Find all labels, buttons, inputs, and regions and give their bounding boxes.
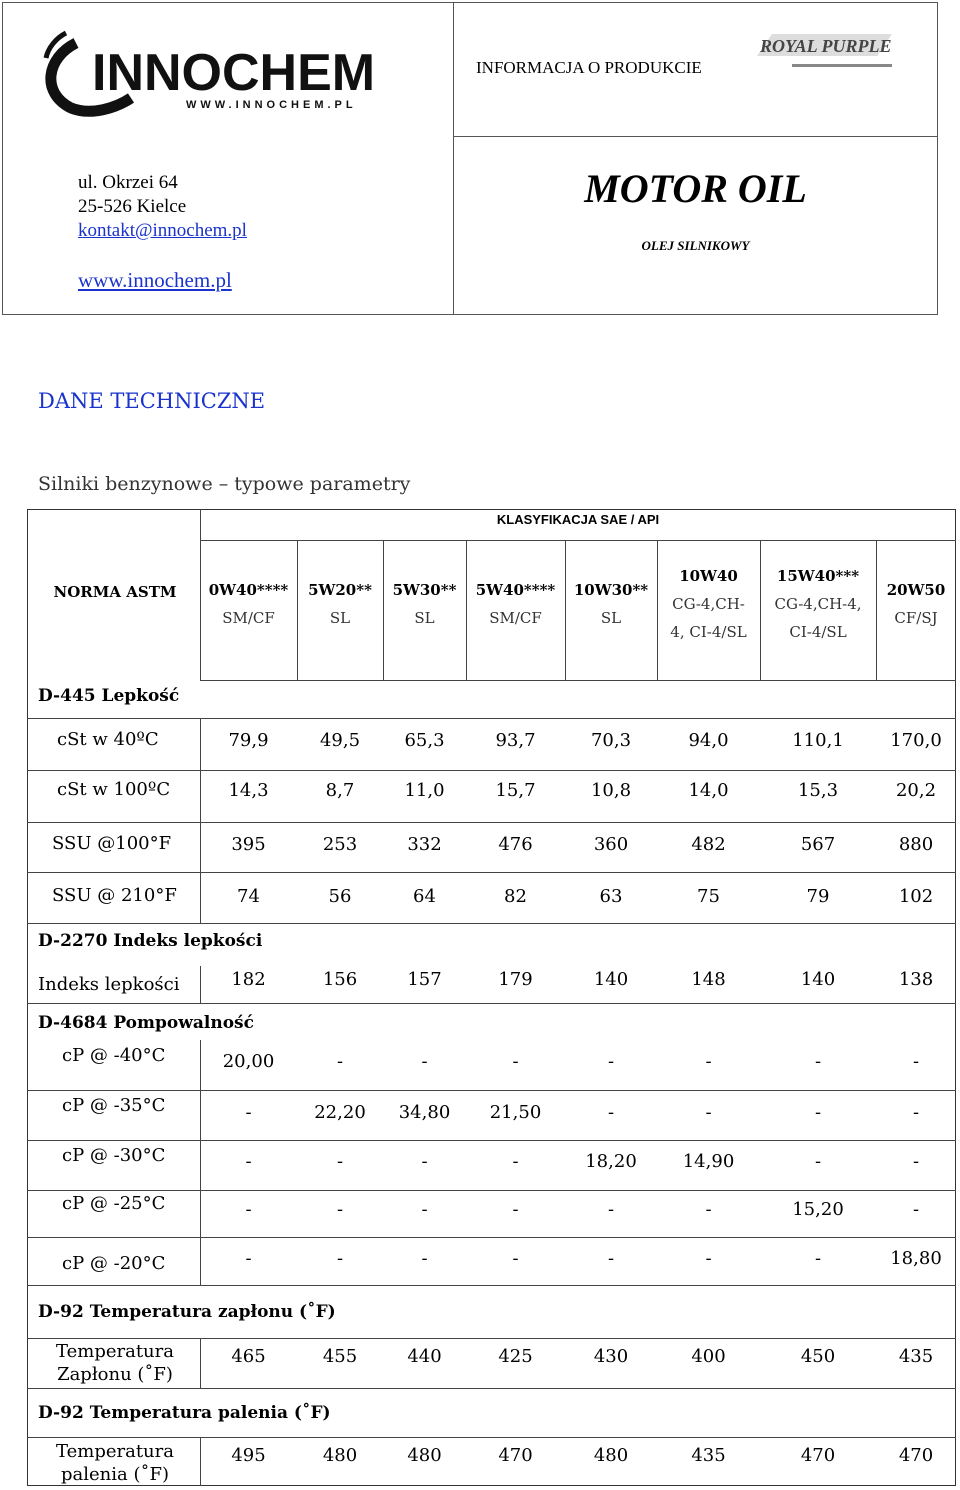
table-cell: 495	[231, 1445, 266, 1466]
table-cell: 14,3	[228, 780, 269, 801]
row-rule	[27, 1140, 956, 1141]
table-cell: 138	[898, 969, 934, 990]
row-label: Temperatura Zapłonu (˚F)	[55, 1341, 174, 1385]
grade-sae: 5W40****	[475, 581, 556, 599]
row-rule	[27, 1090, 956, 1091]
table-cell: 93,7	[495, 730, 536, 751]
table-cell: -	[512, 1199, 519, 1220]
product-subtitle: OLEJ SILNIKOWY	[641, 238, 750, 253]
norma-header: NORMA ASTM	[53, 583, 177, 601]
table-cell: 8,7	[325, 780, 355, 801]
table-cell: 480	[322, 1445, 358, 1466]
header-divider	[453, 2, 454, 315]
table-cell: 470	[498, 1445, 533, 1466]
grade-sae: 5W30**	[392, 581, 457, 599]
row-rule	[27, 718, 956, 719]
table-cell: -	[245, 1151, 252, 1172]
table-cell: 440	[407, 1346, 442, 1367]
table-cell: 21,50	[489, 1102, 542, 1123]
table-cell: 435	[691, 1445, 726, 1466]
table-cell: 74	[237, 886, 260, 907]
table-cell: -	[336, 1248, 344, 1269]
table-cell: 34,80	[398, 1102, 451, 1123]
address-city: 25-526 Kielce	[78, 196, 187, 217]
row-rule	[27, 872, 956, 873]
table-cell: -	[705, 1199, 712, 1220]
table-cell: -	[814, 1248, 822, 1269]
table-cell: -	[705, 1248, 712, 1269]
grade-header	[657, 562, 760, 646]
table-cell: -	[912, 1102, 920, 1123]
table-cell: 140	[593, 969, 629, 990]
table-cell: -	[814, 1102, 822, 1123]
grade-api: SM/CF	[222, 609, 275, 627]
table-cell: 567	[800, 834, 836, 855]
grade-header	[876, 576, 956, 632]
table-cell: 455	[322, 1346, 358, 1367]
table-cell: -	[245, 1248, 252, 1269]
row-rule	[27, 1003, 956, 1004]
table-cell: -	[912, 1151, 920, 1172]
table-cell: 880	[898, 834, 934, 855]
table-cell: 65,3	[404, 730, 445, 751]
address-street: ul. Okrzei 64	[78, 172, 178, 193]
section-pumpability: D-4684 Pompowalność	[38, 1013, 254, 1033]
table-cell: 94,0	[688, 730, 729, 751]
table-cell: 435	[898, 1346, 934, 1367]
section-viscosity-index: D-2270 Indeks lepkości	[38, 931, 263, 951]
grade-sae: 10W40	[679, 567, 738, 585]
table-cell: 82	[504, 886, 527, 907]
row-label: cP @ -25°C	[62, 1193, 166, 1214]
royal-purple-logo	[752, 26, 902, 81]
logo-text: INNOCHEM	[92, 44, 376, 102]
table-cell: -	[512, 1151, 519, 1172]
table-cell: 156	[322, 969, 358, 990]
email-link[interactable]: kontakt@innochem.pl	[78, 220, 247, 241]
grade-sae: 5W20**	[308, 581, 372, 599]
row-label: SSU @ 210°F	[52, 885, 177, 906]
website-link[interactable]: www.innochem.pl	[78, 268, 232, 292]
table-cell: 70,3	[590, 730, 632, 751]
section-viscosity: D-445 Lepkość	[38, 686, 180, 706]
grade-sae: 15W40***	[776, 567, 860, 585]
table-cell: 110,1	[792, 730, 844, 751]
table-cell: 79	[806, 886, 830, 907]
table-cell: -	[814, 1151, 822, 1172]
table-cell: 63	[599, 886, 623, 907]
table-cell: 476	[498, 834, 533, 855]
row-label: SSU @100°F	[52, 833, 172, 854]
table-cell: -	[512, 1051, 519, 1072]
table-cell: 56	[328, 886, 352, 907]
table-cell: 14,0	[688, 780, 729, 801]
table-cell: 15,7	[495, 780, 536, 801]
row-label: Indeks lepkości	[38, 974, 180, 995]
table-cell: -	[814, 1051, 822, 1072]
page-subtitle: Silniki benzynowe – typowe parametry	[38, 473, 411, 495]
table-cell: 430	[593, 1346, 629, 1367]
innochem-logo	[36, 18, 416, 118]
table-cell: -	[336, 1199, 344, 1220]
row-label: cP @ -20°C	[62, 1253, 166, 1274]
table-cell: 182	[231, 969, 266, 990]
table-cell: 395	[231, 834, 266, 855]
row-rule	[27, 1388, 956, 1389]
table-cell: -	[421, 1199, 428, 1220]
grade-api: CG-4,CH-4, CI-4/SL	[670, 595, 747, 641]
grade-api: SL	[329, 609, 351, 627]
table-cell: -	[912, 1199, 920, 1220]
table-cell: -	[705, 1102, 712, 1123]
table-cell: 253	[322, 834, 358, 855]
row-label: cP @ -40°C	[62, 1045, 166, 1066]
table-cell: 15,3	[797, 780, 839, 801]
table-cell: 64	[413, 886, 436, 907]
table-cell: 482	[691, 834, 726, 855]
row-label: cSt w 100ºC	[57, 779, 171, 800]
brand-logo-text: ROYAL PURPLE	[760, 36, 892, 56]
table-cell: 49,5	[319, 730, 361, 751]
grade-header	[760, 562, 876, 646]
table-cell: -	[245, 1102, 252, 1123]
table-cell: 425	[498, 1346, 533, 1367]
row-rule	[27, 1338, 956, 1339]
table-cell: -	[912, 1051, 920, 1072]
grade-header	[383, 576, 466, 632]
table-cell: 157	[407, 969, 442, 990]
table-cell: 22,20	[314, 1102, 366, 1123]
table-cell: 470	[898, 1445, 934, 1466]
table-cell: 18,20	[585, 1151, 637, 1172]
product-title: MOTOR OIL	[584, 166, 807, 211]
table-cell: -	[607, 1051, 615, 1072]
section-fire-point: D-92 Temperatura palenia (˚F)	[38, 1403, 331, 1423]
grade-header	[200, 576, 297, 632]
table-cell: -	[336, 1051, 344, 1072]
info-title: INFORMACJA O PRODUKCIE	[476, 58, 702, 77]
table-cell: 179	[498, 969, 533, 990]
grade-sae: 10W30**	[573, 581, 649, 599]
table-cell: -	[421, 1051, 428, 1072]
table-cell: 470	[800, 1445, 836, 1466]
table-cell: -	[421, 1151, 428, 1172]
row-rule	[27, 1285, 956, 1286]
table-cell: -	[336, 1151, 344, 1172]
classification-header: KLASYFIKACJA SAE / API	[496, 512, 660, 527]
table-cell: -	[607, 1248, 615, 1269]
grade-api: SL	[414, 609, 435, 627]
table-cell: -	[607, 1102, 615, 1123]
table-cell: 480	[593, 1445, 629, 1466]
table-cell: -	[512, 1248, 519, 1269]
table-cell: 79,9	[228, 730, 269, 751]
grade-sae: 0W40****	[208, 581, 289, 599]
table-cell: -	[705, 1051, 712, 1072]
row-rule	[27, 1237, 956, 1238]
header-rule	[200, 680, 956, 681]
table-cell: 170,0	[890, 730, 942, 751]
logo-url-text: WWW.INNOCHEM.PL	[186, 99, 357, 111]
table-cell: 360	[593, 834, 629, 855]
table-cell: 450	[800, 1346, 836, 1367]
grade-api: CF/SJ	[894, 609, 938, 627]
row-rule	[27, 923, 956, 924]
table-cell: 20,00	[222, 1051, 275, 1072]
table-cell: 332	[407, 834, 442, 855]
header-divider-horizontal	[453, 136, 938, 137]
section-flash-point: D-92 Temperatura zapłonu (˚F)	[38, 1302, 336, 1322]
table-cell: 102	[898, 886, 934, 907]
table-cell: -	[421, 1248, 428, 1269]
table-cell: 465	[231, 1346, 266, 1367]
grade-api: SM/CF	[489, 609, 542, 627]
row-label: cP @ -35°C	[62, 1095, 166, 1116]
header-rule	[200, 540, 956, 541]
table-cell: 15,20	[792, 1199, 844, 1220]
row-label: cSt w 40ºC	[57, 729, 159, 750]
table-cell: 148	[691, 969, 726, 990]
row-rule	[27, 822, 956, 823]
table-cell: 400	[691, 1346, 726, 1367]
table-cell: 140	[800, 969, 836, 990]
row-rule	[27, 770, 956, 771]
table-cell: 11,0	[404, 780, 445, 801]
row-rule	[27, 1437, 956, 1438]
grade-api: CG-4,CH-4, CI-4/SL	[774, 595, 862, 641]
row-rule	[27, 1190, 956, 1191]
table-cell: -	[607, 1199, 615, 1220]
table-cell: 75	[697, 886, 720, 907]
row-label: cP @ -30°C	[62, 1145, 166, 1166]
grade-header	[297, 576, 383, 632]
grade-sae: 20W50	[886, 581, 946, 599]
table-cell: 18,80	[890, 1248, 942, 1269]
table-cell: 480	[407, 1445, 442, 1466]
table-cell: -	[245, 1199, 252, 1220]
grade-header	[565, 576, 657, 632]
table-cell: 14,90	[682, 1151, 735, 1172]
table-cell: 10,8	[590, 780, 632, 801]
section-title: DANE TECHNICZNE	[38, 389, 266, 413]
table-cell: 20,2	[895, 780, 937, 801]
row-label: Temperatura palenia (˚F)	[55, 1441, 174, 1485]
grade-api: SL	[600, 609, 622, 627]
grade-header	[466, 576, 565, 632]
